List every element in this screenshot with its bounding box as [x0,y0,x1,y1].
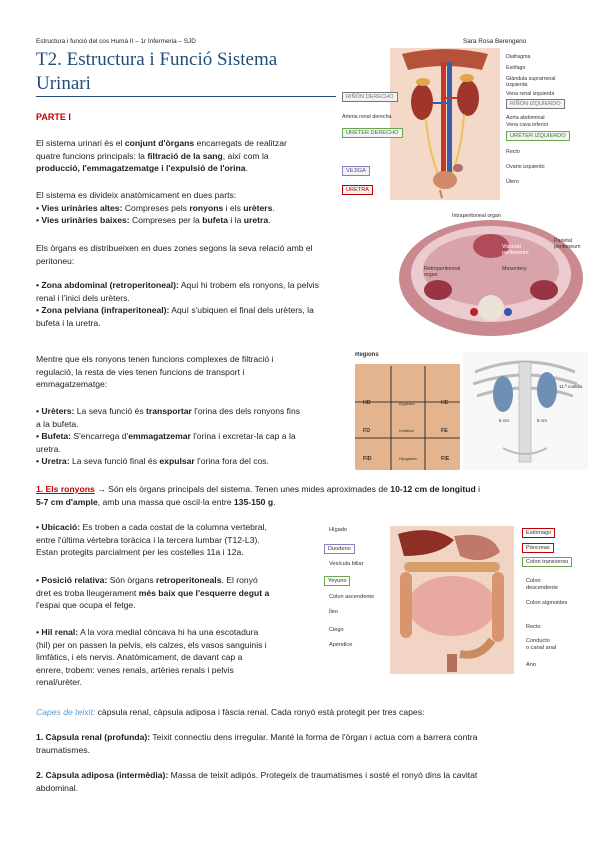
urinary-system-figure [342,48,588,200]
label-rib: 11.ª costilla [559,384,583,389]
label-visceral-2: peritoneum [502,250,529,256]
label-colon-ascendente: Colon ascendente [326,593,377,601]
label-uretra: URETRA [342,185,373,195]
label-esofago: Esófago [506,65,526,71]
label-ileo: Íleo [326,608,341,616]
label-recto: Recto [526,624,541,630]
region-fid: FID [363,456,372,462]
region-fd: FD [363,428,371,434]
region-hypogastric: Hipogàstric [399,457,417,461]
relative-position-paragraph: • Posició relativa: Són òrgans retroperitoneals. El ronyó dret es troba lleugerament més baix que l'esquerre degut a l'espai que ocupa el fetge. [36,575,270,611]
title-underline [36,96,336,97]
label-arteria-renal: Arteria renal derecha [342,114,392,120]
region-epigastric: Epigàstric [399,402,415,406]
layer-1: 1. Càpsula renal (profunda): Teixit connectiu dens irregular. Manté la forma de l'òrgan i actua com a barrera contra traumatismes. [36,732,478,755]
part-heading: PARTE I [36,112,71,122]
label-glandula-2: izquierda [506,82,528,88]
label-parietal-2: peritoneum [554,244,581,250]
label-vena-cava: Vena cava inferior [506,122,549,128]
label-glandula: Glándula suprarrenal [506,76,556,82]
kidneys-paragraph: 1. Els ronyons → Són els òrgans principals del sistema. Tenen unes mides aproximades de 10-12 cm de longitud i 5-7 cm d'ample, amb una massa que oscil·la entre 135-150 g. [36,484,481,507]
zones-intro: Els òrgans es distribueixen en dues zones segons la seva relació amb el peritoneu: [36,243,313,266]
region-umbilical: Umbilical [399,429,414,433]
label-estomago: Estómago [522,528,555,538]
functions-intro: Mentre que els ronyons tenen funcions complexes de filtració i regulació, la resta de vies tenen funcions de transport i emmagatzematge: [36,354,274,390]
region-he: HE [441,400,449,406]
kidneys-heading: 1. Els ronyons [36,484,95,494]
layers-intro: Capes de teixit: càpsula renal, càpsula adiposa i fàscia renal. Cada ronyó està protegit per tres capes: [36,707,425,717]
label-apendice: Apéndice [326,641,355,649]
peritoneum-figure [394,208,588,344]
label-parietal: Parietal [554,238,572,244]
label-mesentery: Mesentery [502,266,527,272]
regions-title: Regions [355,352,379,358]
divisions-paragraph: El sistema es divideix anatòmicament en dues parts: • Vies urinàries altes: Compreses pels ronyons i els urèters. • Vies urinàries baixes: Compreses per la bufeta i la uretra. [36,190,275,226]
label-rinon-derecho: RIÑÓN DERECHO [342,92,398,102]
functions-list: • Urèters: La seva funció és transportar l'orina des dels ronyons fins a la bufeta. • Bufeta: S'encarrega d'emmagatzemar l'orina i excretar-la cap a la uretra. • Uretra: La seva funció final és expulsar l'orina fora del cos. [36,406,301,467]
region-hd: HD [363,400,371,406]
label-vena-renal: Vena renal izquierda [506,91,555,97]
label-descendente: descendente [526,585,559,591]
label-ureter-derecho: URÉTER DERECHO [342,128,403,138]
header-left: Estructura i funció del cos Humà II – 1r Infermeria – SJD [36,38,196,45]
header-right: Sara Rosa Berengeno [463,38,527,45]
abdominal-regions-figure [355,352,460,470]
label-recto: Recto [506,149,520,155]
label-duodeno: Duodeno [324,544,355,554]
label-conducto: Conducto [526,638,550,644]
label-ano: Ano [526,662,536,668]
label-ureter-izquierdo: URÉTER IZQUIERDO [506,131,570,141]
location-paragraph: • Ubicació: Es troben a cada costat de la columna vertebral, entre l'última vèrtebra toràcica i la tercera lumbar (T12-L3). Estan protegits parcialment per les costelles 11a i 12a. [36,522,267,558]
label-visceral: Visceral [502,244,521,250]
label-aorta: Aorta abdominal [506,115,545,121]
label-colon-sigmoides: Colon sigmoides [526,600,568,606]
region-fie: FIE [441,456,450,462]
label-5cm-b: 5 cm [537,418,547,423]
title-line-1: T2. Estructura i Funció Sistema [36,49,278,70]
layer-2: 2. Càpsula adiposa (intermèdia): Massa de teixit adipós. Protegeix de traumatismes i sosté el ronyó dins la cavitat abdominal. [36,770,478,793]
digestive-organs-figure [322,526,588,674]
label-retroperitoneal-2: organ [424,272,438,278]
label-rinon-izquierdo: RIÑÓN IZQUIERDO [506,99,565,109]
label-retroperitoneal: Retroperitoneal [424,266,461,272]
label-diafragma: Diafragma [506,54,531,60]
label-vejiga: VEJIGA [342,166,370,176]
label-canal-anal: o canal anal [526,645,557,651]
region-fe: FE [441,428,448,434]
title-line-2: Urinari [36,73,91,94]
page-title [36,48,336,96]
hilum-paragraph: • Hil renal: A la vora medial còncava hi ha una escotadura (hil) per on passen la pelvis, els calzes, els vasos sanguinis i limfàtics, i els nervis. Anatòmicament, de davant cap a enrere, trobem: venes renals, artèries renals i pelvis renal/urèter. [36,627,267,688]
label-utero: Útero [506,179,519,185]
label-pancreas: Páncreas [522,543,554,553]
label-ciego: Ciego [326,626,347,634]
label-colon: Colon [526,578,541,584]
label-intraperitoneal: Intraperitoneal organ [452,213,501,219]
zones-list: • Zona abdominal (retroperitoneal): Aquí hi trobem els ronyons, la pelvis renal i l'inici dels urèters. • Zona pelviana (infraperitoneal): Aquí s'ubiquen el final dels urèters, la bufeta i la uretra. [36,280,319,328]
kidney-spine-figure [463,352,588,470]
label-colon-transverso: Colon transverso [522,557,572,567]
intro-paragraph: El sistema urinari és el conjunt d'òrgans encarregats de realitzar quatre funcions principals: la filtració de la sang, així com la producció, l'emmagatzematge i l'expulsió de l'orina. [36,138,287,174]
label-yeyuno: Yeyuno [324,576,350,586]
label-vesicula: Vesícula biliar [326,560,367,568]
label-higado: Hígado [326,526,350,534]
label-5cm-a: 5 cm [499,418,509,423]
label-ovario: Ovario izquierdo [506,164,545,170]
